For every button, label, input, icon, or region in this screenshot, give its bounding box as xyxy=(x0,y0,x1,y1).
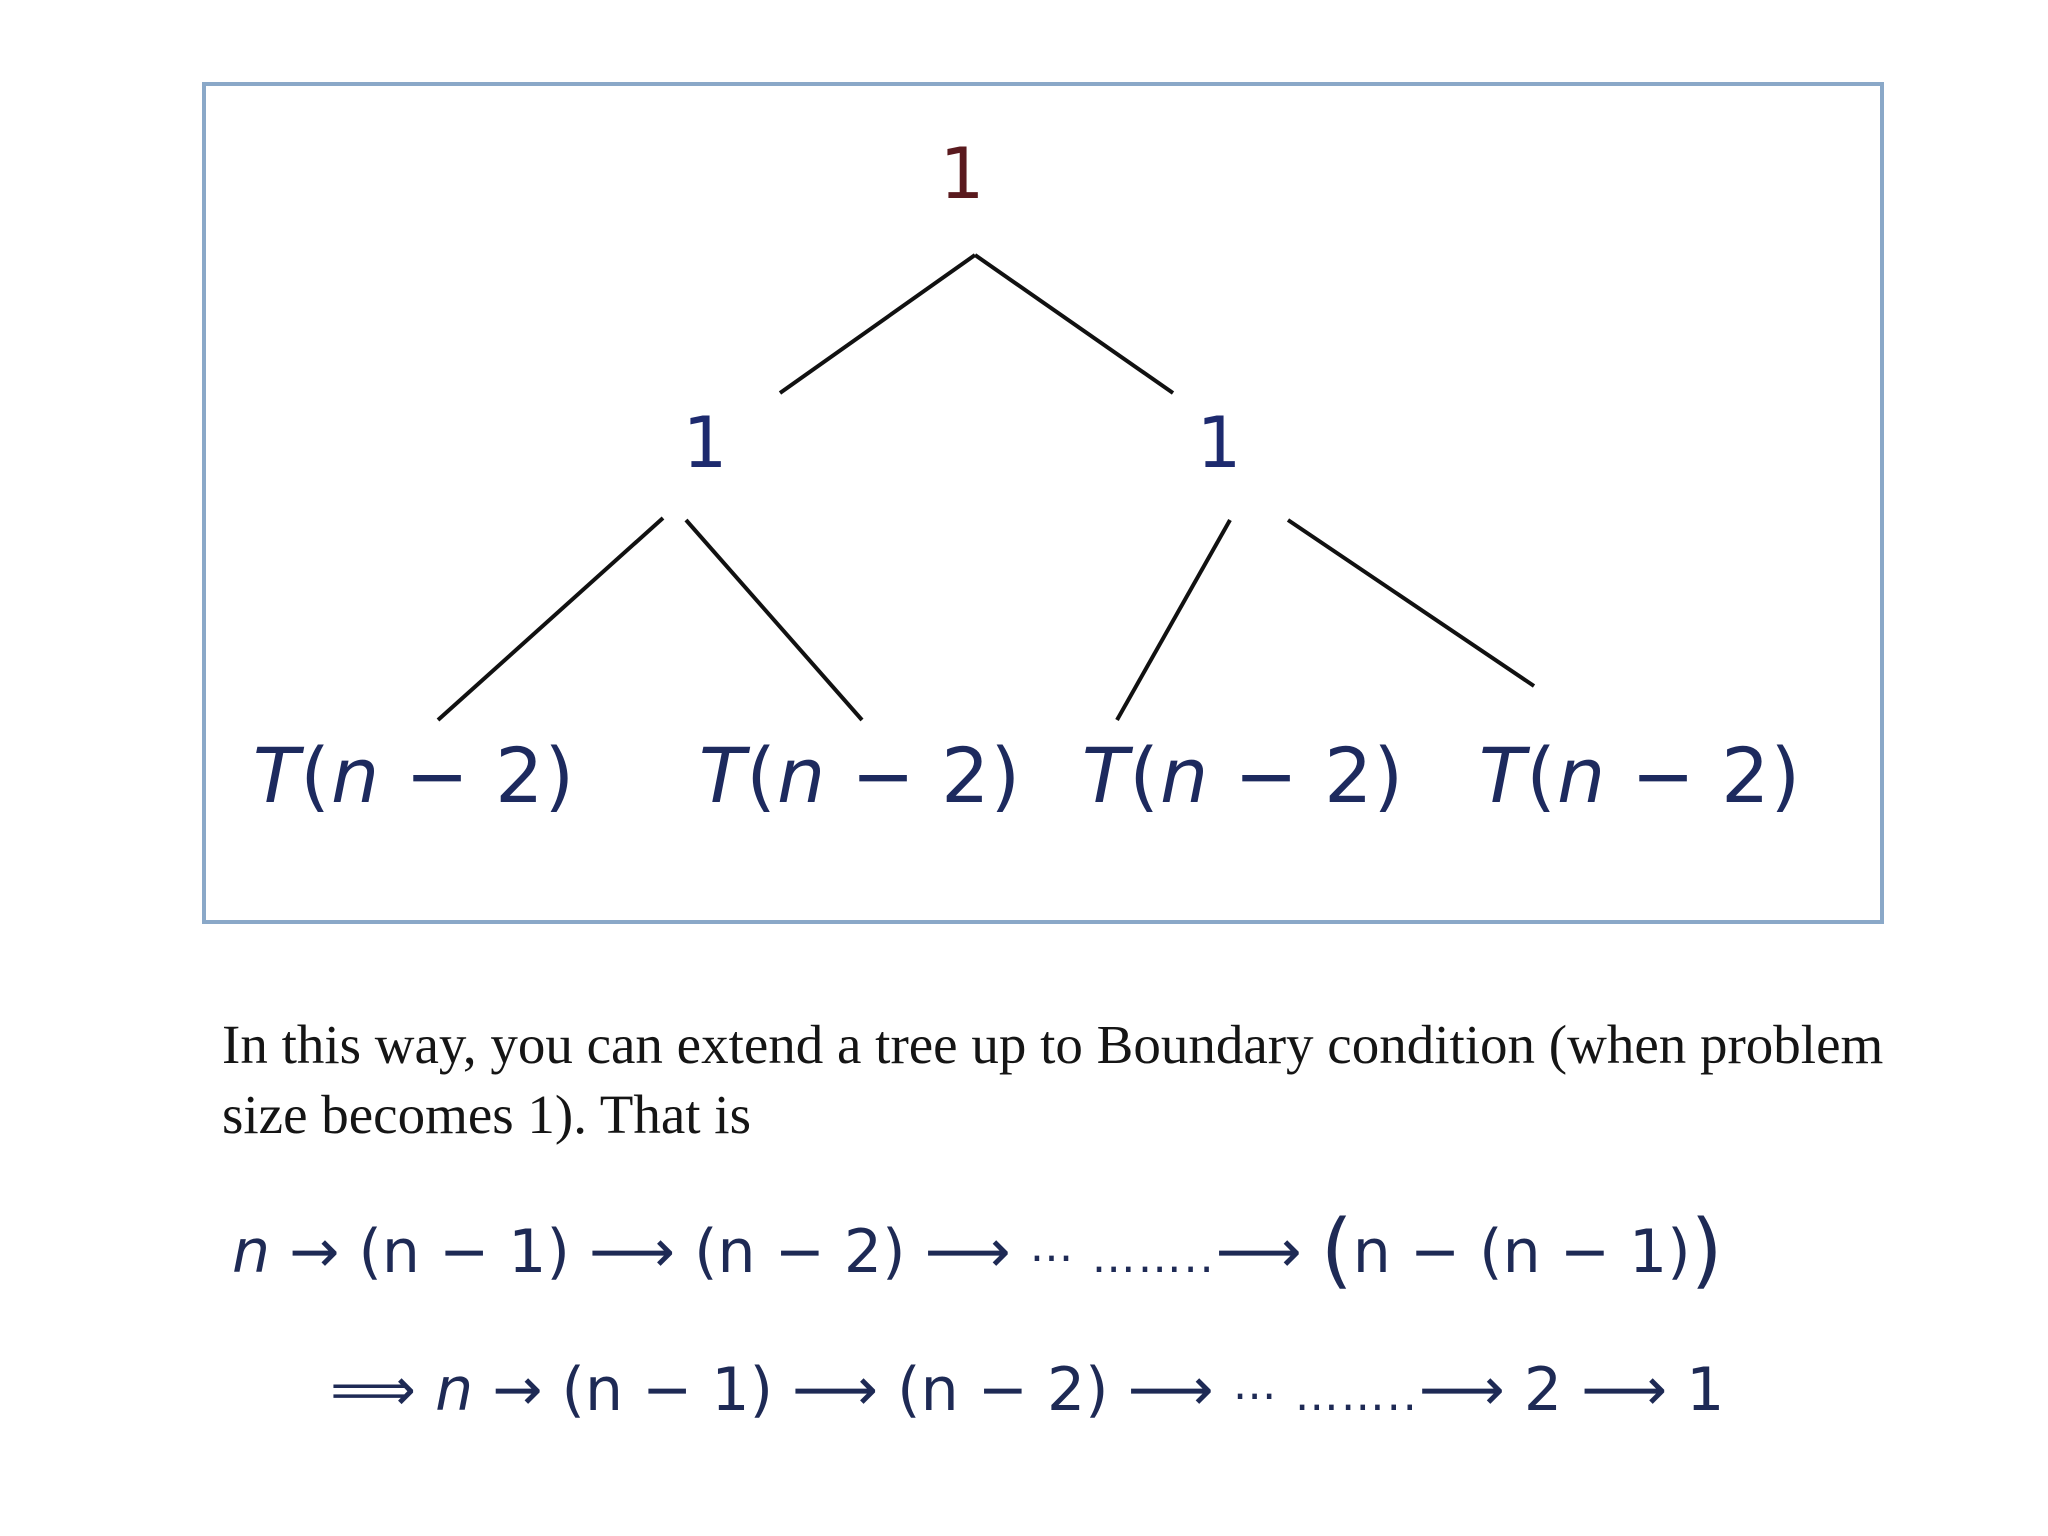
tree-leaf-4 xyxy=(1478,731,1802,820)
edge-left-leaf2 xyxy=(686,520,862,720)
eq2-term1: (n − 1) xyxy=(561,1355,773,1425)
edge-left-leaf1 xyxy=(438,518,663,720)
edge-right-leaf3 xyxy=(1117,520,1230,720)
eq2-implies: ⟹ xyxy=(330,1355,417,1425)
leaf-var: n xyxy=(1159,731,1210,820)
eq2-term2: (n − 2) xyxy=(897,1355,1109,1425)
eq1-big-close: ) xyxy=(1690,1203,1723,1298)
tree-leaf-3 xyxy=(1081,731,1405,820)
leaf-close: ) xyxy=(544,731,576,820)
eq2-two: 2 xyxy=(1523,1355,1563,1425)
leaf-var: n xyxy=(776,731,827,820)
eq1-arrow-long: ⟶ xyxy=(569,1217,695,1287)
eq2-arrow-long2: ⟶ xyxy=(1108,1355,1233,1425)
edge-root-right xyxy=(975,255,1173,393)
leaf-var: n xyxy=(1556,731,1607,820)
eq1-dots: ⋯ …….. xyxy=(1029,1232,1216,1283)
equation-line-1 xyxy=(232,1203,1723,1298)
equation-line-2 xyxy=(330,1355,1725,1425)
leaf-close: ) xyxy=(1770,731,1802,820)
tree-leaf-1 xyxy=(252,731,576,820)
eq2-arrow-long: ⟶ xyxy=(772,1355,898,1425)
eq1-arrow-short: → xyxy=(270,1217,359,1287)
tree-level1-right-node: 1 xyxy=(1196,402,1242,484)
eq2-arrow-long4: ⟶ xyxy=(1562,1355,1687,1425)
leaf-num: 2 xyxy=(1324,731,1374,820)
eq1-term-last: n − (n − 1) xyxy=(1352,1217,1691,1287)
leaf-open: ( xyxy=(300,731,331,820)
leaf-open: ( xyxy=(746,731,777,820)
eq2-arrow-short: → xyxy=(473,1355,562,1425)
leaf-fn: T xyxy=(698,731,747,820)
edge-root-left xyxy=(780,255,975,393)
explanation-paragraph: In this way, you can extend a tree up to Boundary condition (when problem size becomes 1). That is xyxy=(222,1014,1884,1145)
eq1-term2: (n − 2) xyxy=(694,1217,906,1287)
tree-root-node: 1 xyxy=(939,133,985,215)
eq2-n: n xyxy=(416,1355,474,1425)
leaf-open: ( xyxy=(1526,731,1557,820)
leaf-num: 2 xyxy=(495,731,545,820)
leaf-num: 2 xyxy=(1721,731,1771,820)
tree-level1-left-node: 1 xyxy=(682,402,728,484)
leaf-var: n xyxy=(330,731,381,820)
eq2-dots: ⋯ …….. xyxy=(1232,1370,1419,1421)
eq2-one: 1 xyxy=(1686,1355,1725,1425)
eq2-arrow-long3: ⟶ xyxy=(1418,1355,1524,1425)
leaf-op: − xyxy=(1606,731,1722,820)
leaf-op: − xyxy=(826,731,942,820)
leaf-open: ( xyxy=(1129,731,1160,820)
tree-leaf-2 xyxy=(698,731,1022,820)
leaf-op: − xyxy=(1209,731,1325,820)
eq1-arrow-long3: ⟶ xyxy=(1215,1217,1321,1287)
leaf-fn: T xyxy=(1081,731,1130,820)
edge-right-leaf4 xyxy=(1288,520,1534,686)
eq1-big-open: ( xyxy=(1320,1203,1353,1298)
leaf-op: − xyxy=(380,731,496,820)
eq1-arrow-long2: ⟶ xyxy=(905,1217,1030,1287)
leaf-num: 2 xyxy=(941,731,991,820)
leaf-close: ) xyxy=(1373,731,1405,820)
leaf-close: ) xyxy=(990,731,1022,820)
eq1-n: n xyxy=(232,1217,271,1287)
leaf-fn: T xyxy=(252,731,301,820)
leaf-fn: T xyxy=(1478,731,1527,820)
eq1-term1: (n − 1) xyxy=(358,1217,570,1287)
